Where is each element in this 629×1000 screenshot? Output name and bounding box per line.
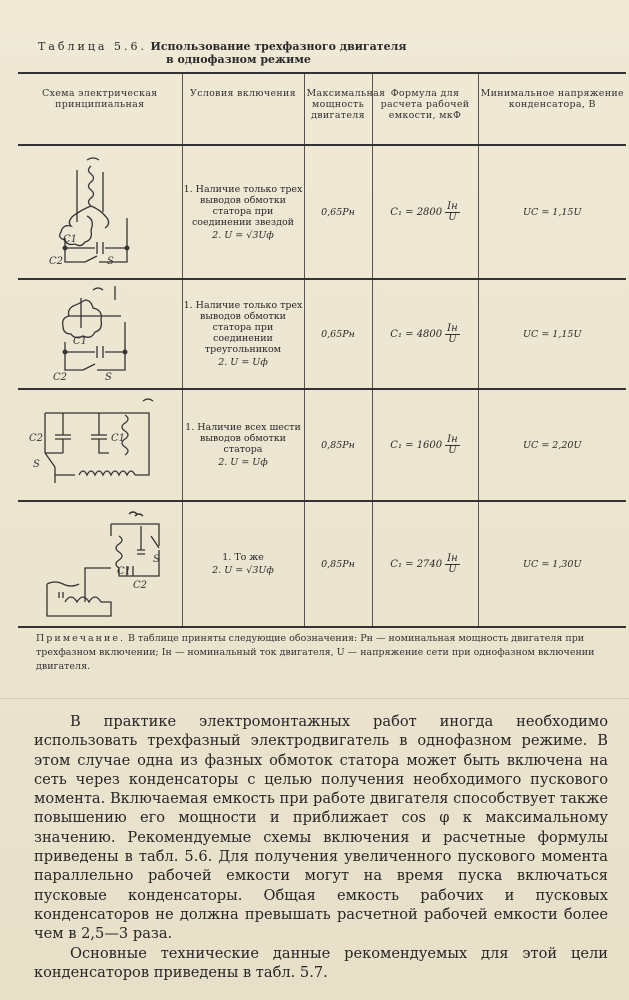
schematic-label: C1 bbox=[110, 433, 125, 444]
formula-cell bbox=[372, 145, 478, 279]
note-title: Примечание. bbox=[36, 633, 125, 644]
formula-fraction bbox=[445, 435, 460, 456]
table-row bbox=[18, 389, 626, 501]
formula-numerator: Iн bbox=[447, 552, 458, 564]
formula-fraction bbox=[445, 324, 460, 345]
schematic-label: C1 bbox=[62, 234, 77, 245]
table-title-line1: Использование трехфазного двигателя bbox=[150, 40, 407, 53]
formula bbox=[390, 324, 459, 345]
conditions-cell bbox=[182, 145, 304, 279]
table-header-row bbox=[18, 73, 626, 145]
header-formula: Формула для расчета рабочей емкости, мкФ bbox=[372, 73, 478, 145]
delta-connection-schematic bbox=[25, 282, 175, 386]
page-divider bbox=[0, 698, 629, 699]
min-voltage-cell: UC = 1,15U bbox=[523, 328, 582, 340]
schematic-label: C2 bbox=[28, 433, 43, 444]
header-min-voltage: Минимальное напряжение конденсатора, В bbox=[480, 88, 624, 110]
schematic-label: S bbox=[106, 256, 114, 267]
formula-numerator: Iн bbox=[447, 200, 458, 212]
condition-text: 1. То же bbox=[222, 552, 264, 563]
formula-denominator: U bbox=[448, 444, 457, 456]
schematic-label: S bbox=[32, 459, 40, 470]
six-lead-alternate-schematic bbox=[25, 506, 175, 622]
schematic-label: C1 bbox=[72, 336, 87, 347]
schematic-label: S bbox=[152, 554, 160, 565]
condition-text: 1. Наличие только трех выводов обмотки статора при соединении звездой bbox=[183, 183, 303, 228]
condition-text: 1. Наличие всех шести выводов обмотки статора bbox=[185, 422, 301, 455]
body-text bbox=[34, 712, 608, 982]
min-voltage-cell: UC = 1,30U bbox=[523, 558, 582, 570]
schematic-label: C2 bbox=[48, 256, 63, 267]
table-row bbox=[18, 279, 626, 389]
formula bbox=[390, 435, 459, 456]
formula-numerator: Iн bbox=[447, 322, 458, 334]
motor-table bbox=[18, 72, 626, 628]
header-conditions: Условия включения bbox=[182, 73, 304, 145]
schematic-cell bbox=[18, 389, 182, 501]
six-lead-schematic bbox=[25, 395, 175, 495]
condition-voltage: 2. U = Uф bbox=[218, 357, 268, 368]
condition-voltage: 2. U = Uф bbox=[218, 457, 268, 468]
formula-cell bbox=[372, 279, 478, 389]
schematic-cell bbox=[18, 279, 182, 389]
power-cell: 0,85Pн bbox=[304, 501, 372, 627]
conditions-cell bbox=[182, 279, 304, 389]
conditions-cell bbox=[182, 389, 304, 501]
table-row bbox=[18, 145, 626, 279]
header-scheme: Схема электрическая принципиальная bbox=[18, 73, 182, 145]
conditions-cell bbox=[182, 501, 304, 627]
formula bbox=[390, 202, 459, 223]
formula-lhs: C₁ = 2740 bbox=[390, 558, 443, 570]
formula-denominator: U bbox=[448, 211, 457, 223]
body-paragraph: Основные технические данные рекомендуемых для этой цели конденсаторов приведены в табл. 5.7. bbox=[34, 944, 608, 981]
formula-fraction bbox=[445, 202, 460, 223]
formula-fraction bbox=[445, 554, 460, 575]
formula-lhs: C₁ = 1600 bbox=[390, 439, 443, 451]
formula-lhs: C₁ = 2800 bbox=[390, 206, 443, 218]
schematic-label: S bbox=[104, 372, 112, 383]
note-text: В таблице приняты следующие обозначения: Pн — номинальная мощность двигателя при трехфазном включении; Iн — номинальный ток двигателя, U — напряжение сети при однофазном включении двигателя. bbox=[36, 633, 595, 672]
formula bbox=[390, 554, 459, 575]
table-row bbox=[18, 501, 626, 627]
condition-text: 1. Наличие только трех выводов обмотки статора при соединении треугольником bbox=[183, 300, 303, 355]
header-power: Максимальная мощность двигателя bbox=[304, 73, 372, 145]
body-paragraph: В практике электромонтажных работ иногда необходимо использовать трехфазный электродвигатель в однофазном режиме. В этом случае одна из фазных обмоток статора может быть включена на сеть через конденсаторы с целью получения необходимого пускового момента. Включаемая емкость при работе двигателя способствует также повышению его мощности и приближает cos φ к максимальному значению. Рекомендуемые схемы включения и расчетные формулы приведены в табл. 5.6. Для получения увеличенного пускового момента параллельно рабочей емкости могут на время пуска включаться пусковые конденсаторы. Общая емкость рабочих и пусковых конденсаторов не должна превышать расчетной рабочей емкости более чем в 2,5—3 раза. bbox=[34, 713, 608, 943]
table-note bbox=[36, 632, 606, 674]
condition-voltage: 2. U = √3Uф bbox=[212, 565, 274, 576]
schematic-cell bbox=[18, 145, 182, 279]
power-cell: 0,65Pн bbox=[304, 279, 372, 389]
formula-numerator: Iн bbox=[447, 433, 458, 445]
condition-voltage: 2. U = √3Uф bbox=[212, 229, 274, 241]
formula-cell bbox=[372, 501, 478, 627]
table-caption bbox=[38, 40, 407, 66]
schematic-label: C1 bbox=[116, 566, 131, 577]
schematic-label: C2 bbox=[132, 580, 147, 591]
formula-cell bbox=[372, 389, 478, 501]
min-voltage-cell: UC = 1,15U bbox=[523, 206, 582, 218]
table-number: Таблица 5.6. bbox=[38, 40, 147, 53]
power-cell: 0,65Pн bbox=[304, 145, 372, 279]
star-connection-schematic bbox=[25, 152, 175, 272]
schematic-label: C2 bbox=[52, 372, 67, 383]
formula-denominator: U bbox=[448, 333, 457, 345]
table-title-line2: в однофазном режиме bbox=[166, 53, 311, 66]
power-cell: 0,85Pн bbox=[304, 389, 372, 501]
formula-denominator: U bbox=[448, 563, 457, 575]
min-voltage-cell: UC = 2,20U bbox=[523, 439, 582, 451]
schematic-cell bbox=[18, 501, 182, 627]
formula-lhs: C₁ = 4800 bbox=[390, 328, 443, 340]
